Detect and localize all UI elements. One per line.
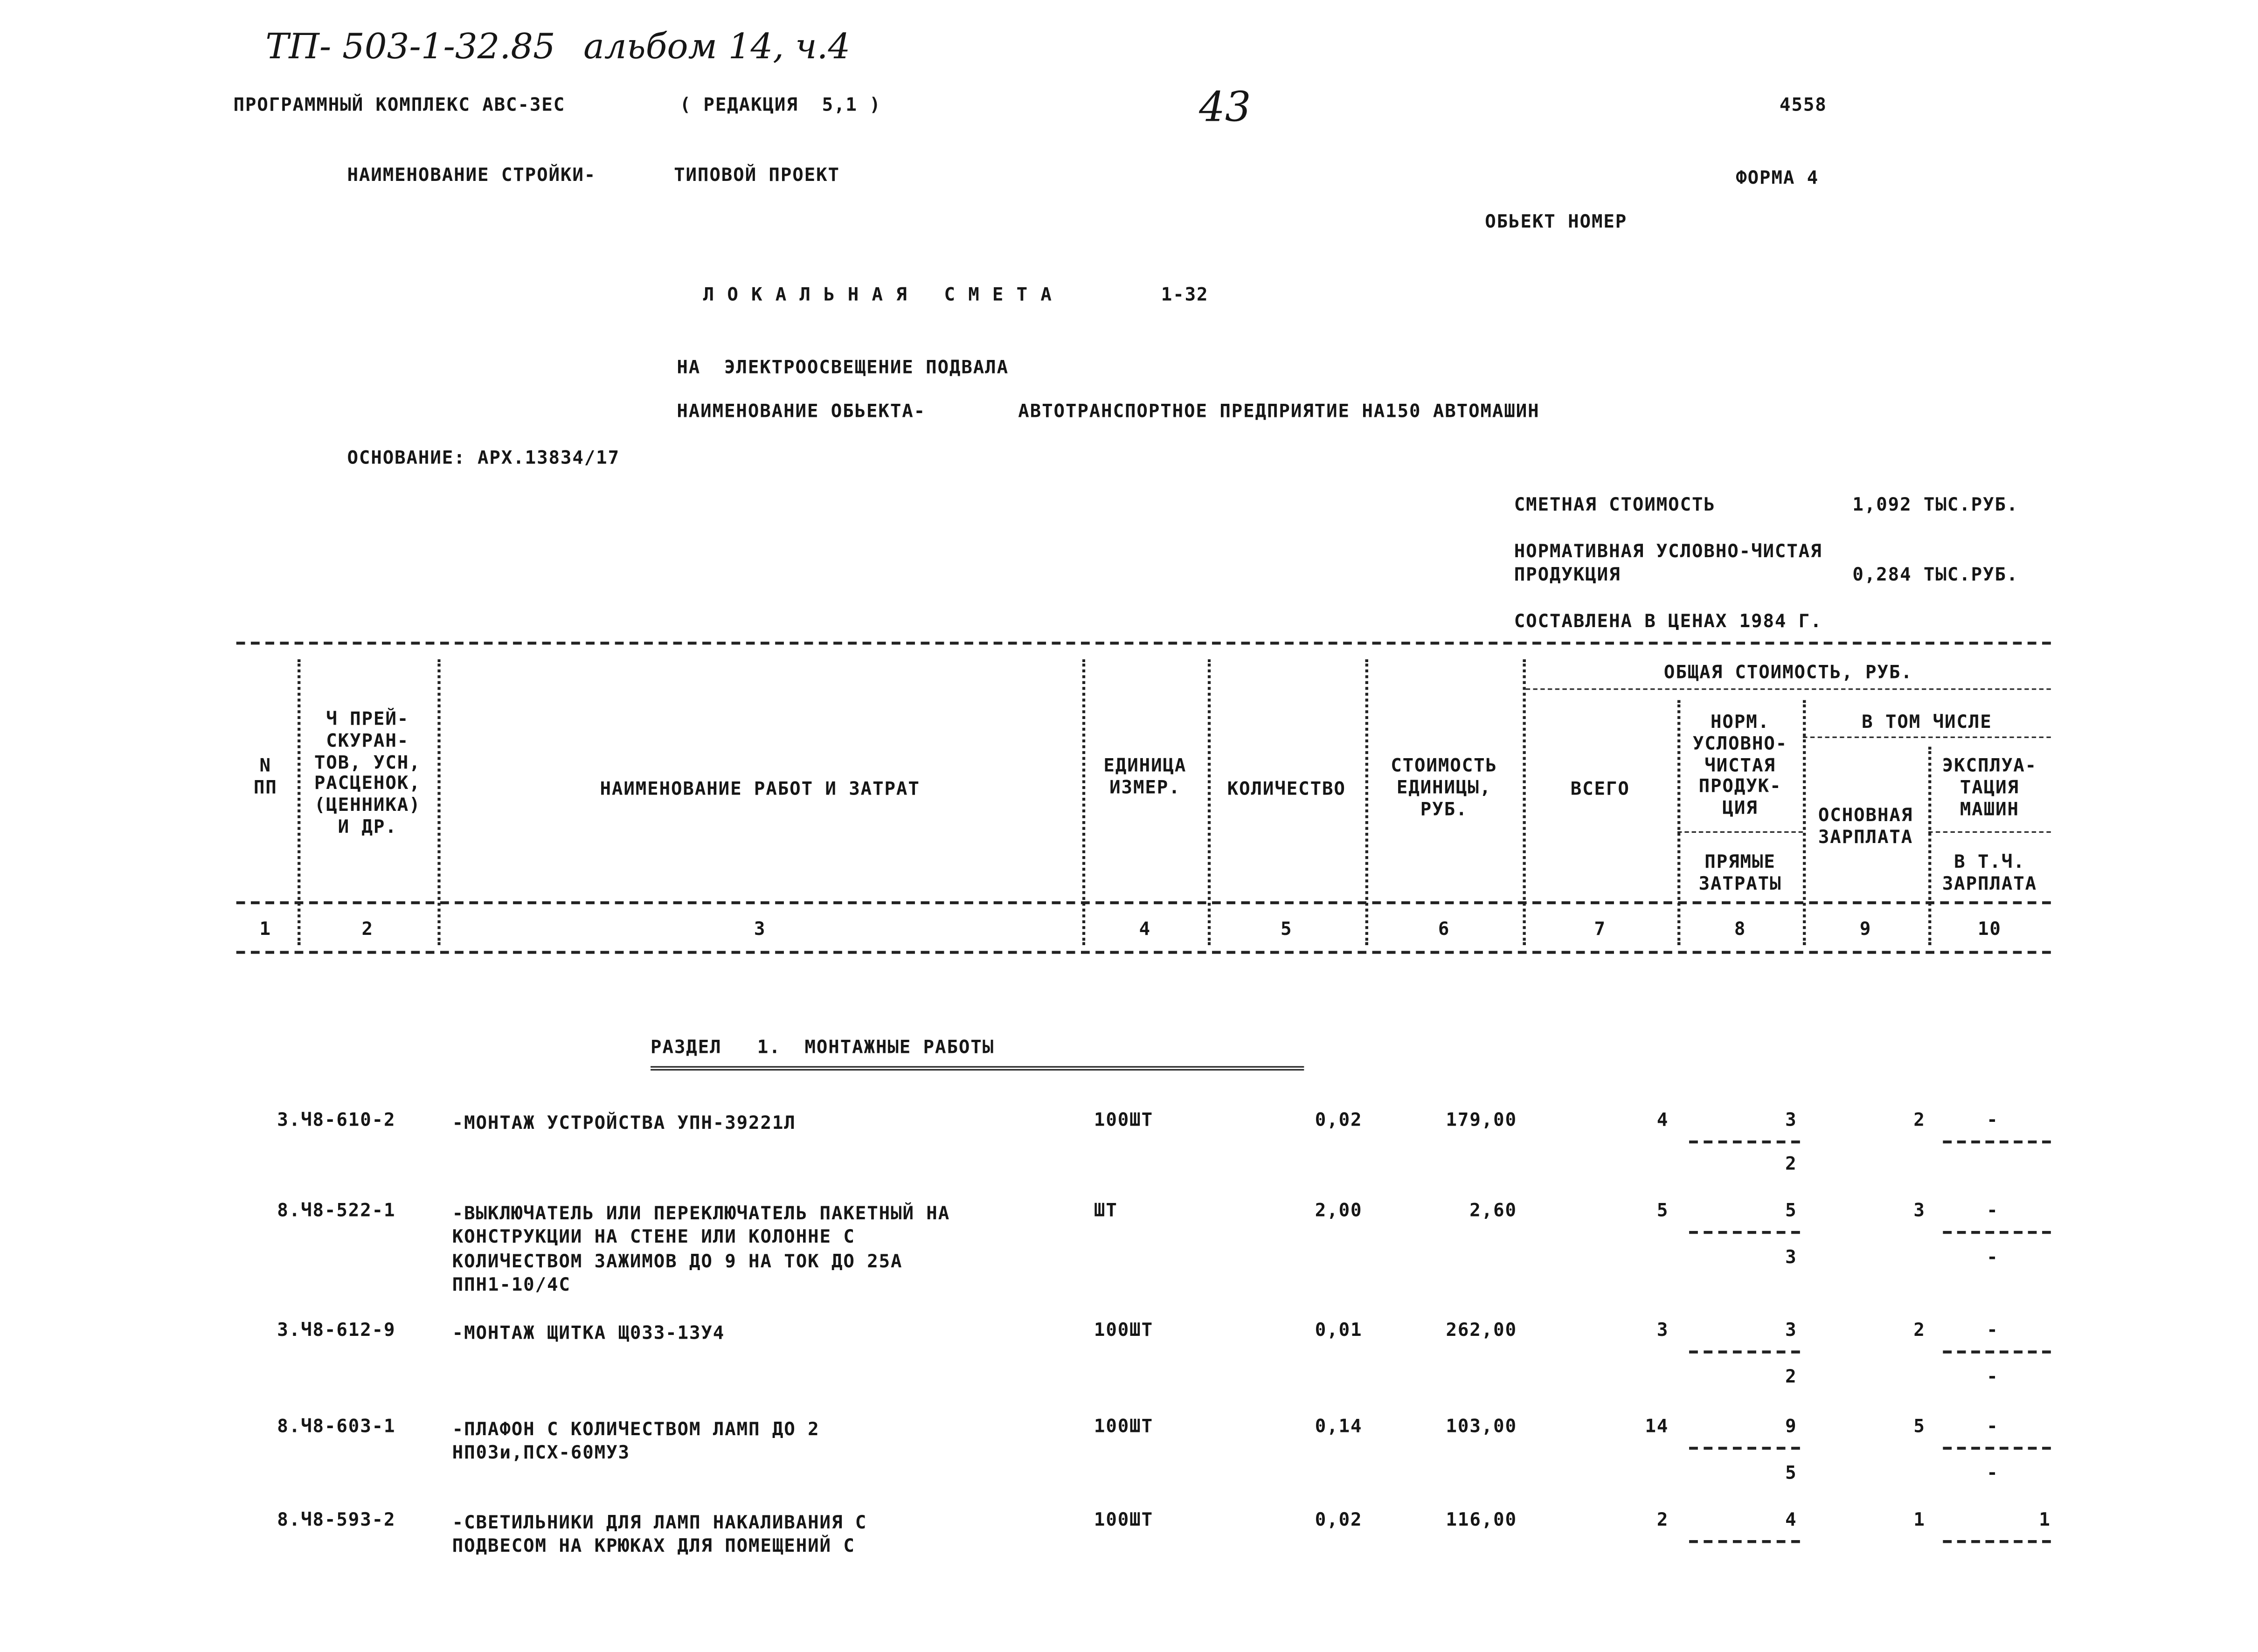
normative-product-label-2: ПРОДУКЦИЯ	[1514, 563, 1621, 585]
row-1-unit: 100ШТ	[1094, 1108, 1154, 1131]
object-name-label: НАИМЕНОВАНИЕ ОБЬЕКТА-	[677, 400, 926, 422]
row-2-col8-divider	[1689, 1231, 1800, 1234]
row-3-col10-divider	[1943, 1350, 2050, 1353]
row-2-name: -ВЫКЛЮЧАТЕЛЬ ИЛИ ПЕРЕКЛЮЧАТЕЛЬ ПАКЕТНЫЙ НА КОНСТРУКЦИИ НА СТЕНЕ ИЛИ КОЛОННЕ С КОЛИЧЕСТВОМ ЗАЖИМОВ ДО 9 НА ТОК ДО 25А ППН1-10/4С	[452, 1202, 950, 1295]
header-total-cost: ОБЩАЯ СТОИМОСТЬ, РУБ.	[1663, 660, 1913, 683]
row-3-direct: 2	[1785, 1365, 1797, 1387]
normative-product-label: НОРМАТИВНАЯ УСЛОВНО-ЧИСТАЯ	[1514, 539, 1822, 562]
row-4-machines-wage: -	[1987, 1461, 1999, 1484]
row-3-price: 262,00	[1446, 1318, 1517, 1341]
row-4-wage: 5	[1913, 1415, 1926, 1437]
row-1-wage: 2	[1913, 1108, 1926, 1131]
row-4-qty: 0,14	[1315, 1415, 1363, 1437]
row-3-unit: 100ШТ	[1094, 1318, 1154, 1341]
total-cost-rule	[1526, 688, 2051, 690]
row-3-machines-wage: -	[1987, 1365, 1999, 1387]
header-col1: N ПП	[253, 754, 277, 798]
row-2-total: 5	[1656, 1199, 1669, 1221]
row-2-code: 8.Ч8-522-1	[277, 1199, 396, 1221]
col-separator	[437, 659, 440, 945]
document-title: ЛОКАЛЬНАЯ СМЕТА	[703, 283, 1065, 305]
row-4-name: -ПЛАФОН С КОЛИЧЕСТВОМ ЛАМП ДО 2 НП03и,ПСХ-60МУ3	[452, 1417, 820, 1464]
row-1-direct: 2	[1785, 1152, 1797, 1174]
header-col7: ВСЕГО	[1570, 777, 1630, 800]
row-1-name: -МОНТАЖ УСТРОЙСТВА УПН-39221Л	[452, 1111, 796, 1134]
row-5-col10-divider	[1943, 1540, 2050, 1543]
row-5-wage: 1	[1913, 1508, 1926, 1530]
object-number-label: ОБЬЕКТ НОМЕР	[1485, 210, 1628, 232]
row-5-code: 8.Ч8-593-2	[277, 1508, 396, 1530]
program-edition: ( РЕДАКЦИЯ 5,1 )	[679, 93, 881, 116]
row-5-unit: 100ШТ	[1094, 1508, 1154, 1530]
row-1-price: 179,00	[1446, 1108, 1517, 1131]
row-4-total: 14	[1645, 1415, 1669, 1437]
header-col3: НАИМЕНОВАНИЕ РАБОТ И ЗАТРАТ	[600, 777, 920, 800]
header-col8-bottom: ПРЯМЫЕ ЗАТРАТЫ	[1698, 850, 1782, 894]
column-number: 2	[361, 917, 374, 940]
row-2-unit: ШТ	[1094, 1199, 1118, 1221]
col-separator	[1082, 659, 1085, 945]
column-number: 9	[1859, 917, 1872, 940]
build-name-value: ТИПОВОЙ ПРОЕКТ	[674, 163, 840, 186]
header-col8-top: НОРМ. УСЛОВНО- ЧИСТАЯ ПРОДУК- ЦИЯ	[1692, 710, 1788, 818]
column-number: 3	[754, 917, 766, 940]
header-bottom-rule	[236, 901, 2051, 904]
row-2-machines: -	[1987, 1199, 1999, 1221]
header-col10-bottom: В Т.Ч. ЗАРПЛАТА	[1942, 850, 2037, 894]
row-3-code: 3.Ч8-612-9	[277, 1318, 396, 1341]
header-col2: Ч ПРЕЙ- СКУРАН- ТОВ, УСН, РАСЦЕНОК, (ЦЕННИКА) И ДР.	[314, 707, 421, 837]
estimate-subject: НА ЭЛЕКТРООСВЕЩЕНИЕ ПОДВАЛА	[677, 356, 1009, 378]
row-3-nucp: 3	[1785, 1318, 1797, 1341]
section-title: РАЗДЕЛ 1. МОНТАЖНЫЕ РАБОТЫ	[651, 1035, 995, 1058]
row-5-name: -СВЕТИЛЬНИКИ ДЛЯ ЛАМП НАКАЛИВАНИЯ С ПОДВЕСОМ НА КРЮКАХ ДЛЯ ПОМЕЩЕНИЙ С	[452, 1511, 867, 1557]
row-2-wage: 3	[1913, 1199, 1926, 1221]
column-number: 7	[1594, 917, 1607, 940]
row-4-direct: 5	[1785, 1461, 1797, 1484]
row-4-machines: -	[1987, 1415, 1999, 1437]
row-3-qty: 0,01	[1315, 1318, 1363, 1341]
object-name-value: АВТОТРАНСПОРТНОЕ ПРЕДПРИЯТИЕ НА150 АВТОМАШИН	[1018, 400, 1540, 422]
estimated-cost-label: СМЕТНАЯ СТОИМОСТЬ	[1514, 493, 1716, 515]
row-2-col10-divider	[1943, 1231, 2050, 1234]
row-4-col10-divider	[1943, 1447, 2050, 1450]
col-separator	[1523, 659, 1526, 945]
row-2-qty: 2,00	[1315, 1199, 1363, 1221]
col10-split-rule	[1928, 831, 2051, 833]
build-name-label: НАИМЕНОВАНИЕ СТРОЙКИ-	[347, 163, 596, 186]
row-3-total: 3	[1656, 1318, 1669, 1341]
form-number: ФОРМА 4	[1736, 166, 1819, 188]
column-number: 8	[1734, 917, 1746, 940]
header-col6: СТОИМОСТЬ ЕДИНИЦЫ, РУБ.	[1391, 754, 1497, 819]
numbers-bottom-rule	[236, 951, 2051, 954]
estimate-basis: ОСНОВАНИЕ: АРХ.13834/17	[347, 446, 620, 469]
row-1-col10-divider	[1943, 1141, 2050, 1143]
header-col9: ОСНОВНАЯ ЗАРПЛАТА	[1818, 803, 1913, 847]
row-1-machines: -	[1987, 1108, 1999, 1131]
normative-product-value: 0,284 ТЫС.РУБ.	[1852, 563, 2019, 585]
row-4-code: 8.Ч8-603-1	[277, 1415, 396, 1437]
row-1-code: 3.Ч8-610-2	[277, 1108, 396, 1131]
col-separator	[1208, 659, 1211, 945]
row-5-price: 116,00	[1446, 1508, 1517, 1530]
row-3-machines: -	[1987, 1318, 1999, 1341]
row-4-price: 103,00	[1446, 1415, 1517, 1437]
column-number: 6	[1438, 917, 1450, 940]
handwritten-project-number: ТП- 503-1-32.85	[265, 26, 555, 67]
estimated-cost-value: 1,092 ТЫС.РУБ.	[1852, 493, 2019, 515]
row-5-machines: 1	[2039, 1508, 2051, 1530]
row-4-unit: 100ШТ	[1094, 1415, 1154, 1437]
column-number: 4	[1139, 917, 1151, 940]
row-4-col8-divider	[1689, 1447, 1800, 1450]
handwritten-page-number: 43	[1199, 83, 1251, 131]
column-number: 10	[1977, 917, 2002, 940]
col8-split-rule	[1677, 831, 1803, 833]
header-col4: ЕДИНИЦА ИЗМЕР.	[1103, 754, 1187, 798]
table-top-rule	[236, 642, 2051, 644]
column-number: 5	[1281, 917, 1293, 940]
row-3-col8-divider	[1689, 1350, 1800, 1353]
row-3-name: -МОНТАЖ ЩИТКА Щ033-13У4	[452, 1321, 725, 1343]
including-rule	[1803, 737, 2051, 738]
row-1-total: 4	[1656, 1108, 1669, 1131]
row-5-col8-divider	[1689, 1540, 1800, 1543]
row-5-nucp: 4	[1785, 1508, 1797, 1530]
header-including: В ТОМ ЧИСЛЕ	[1862, 710, 1992, 733]
header-col10-top: ЭКСПЛУА- ТАЦИЯ МАШИН	[1942, 754, 2037, 819]
row-1-qty: 0,02	[1315, 1108, 1363, 1131]
row-2-direct: 3	[1785, 1245, 1797, 1268]
program-name: ПРОГРАММНЫЙ КОМПЛЕКС АВС-3ЕС	[233, 93, 566, 116]
row-1-nucp: 3	[1785, 1108, 1797, 1131]
row-2-price: 2,60	[1469, 1199, 1517, 1221]
document-number: 1-32	[1161, 283, 1209, 305]
column-number: 1	[259, 917, 271, 940]
price-basis: СОСТАВЛЕНА В ЦЕНАХ 1984 Г.	[1514, 609, 1822, 632]
row-1-col8-divider	[1689, 1141, 1800, 1143]
row-5-total: 2	[1656, 1508, 1669, 1530]
row-4-nucp: 9	[1785, 1415, 1797, 1437]
row-5-qty: 0,02	[1315, 1508, 1363, 1530]
section-underline	[651, 1066, 1304, 1070]
row-2-nucp: 5	[1785, 1199, 1797, 1221]
header-col5: КОЛИЧЕСТВО	[1227, 777, 1346, 800]
row-3-wage: 2	[1913, 1318, 1926, 1341]
row-2-machines-wage: -	[1987, 1245, 1999, 1268]
document-code: 4558	[1780, 93, 1827, 116]
handwritten-album: альбом 14, ч.4	[583, 26, 851, 67]
